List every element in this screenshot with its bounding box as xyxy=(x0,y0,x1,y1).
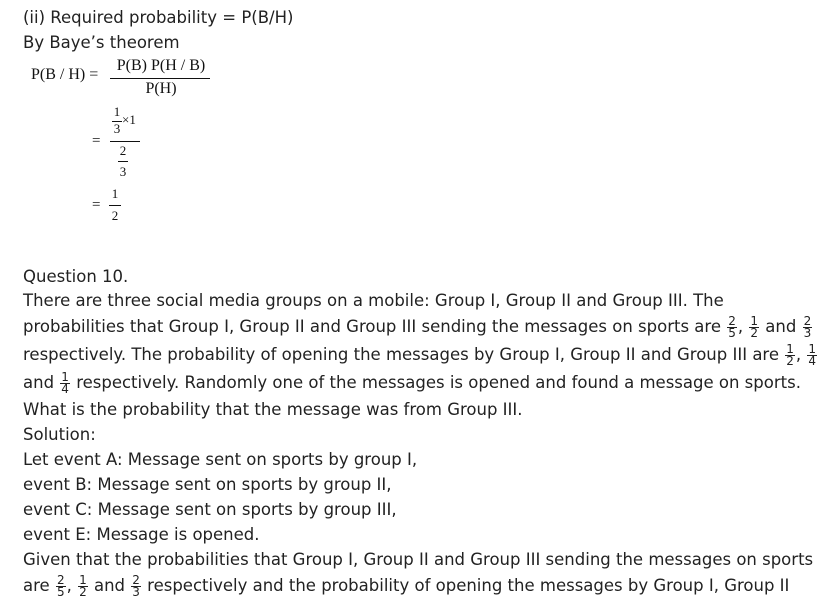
bottom-denominator: 3 xyxy=(119,164,127,179)
text-line: Given that the probabilities that Group I, Group II and Group III sending the messages on sports xyxy=(23,550,814,569)
text-line: are $\frac{2}{5}$ , $\frac{1}{2}$ and $\frac{2}{3}$ respectively and the probability of opening the messages by Group I, Group II xyxy=(23,573,790,599)
result-denominator: 2 xyxy=(111,208,119,223)
text-span: and xyxy=(23,373,55,392)
fraction xyxy=(56,575,66,598)
text-span: respectively. The probability of opening the messages by Group I, Group II and Group III are xyxy=(23,345,780,364)
fraction xyxy=(131,575,141,598)
equals-sign: = xyxy=(92,197,101,213)
denominator: 3 xyxy=(132,585,140,599)
denominator: 4 xyxy=(808,354,817,368)
text-line: What is the probability that the message was from Group III. xyxy=(23,400,523,419)
solution-heading: Solution: xyxy=(23,425,96,444)
inner-numerator: 1 xyxy=(113,104,121,119)
bottom-numerator: 2 xyxy=(119,143,127,158)
text-line: event B: Message sent on sports by group II, xyxy=(23,475,392,494)
numerator: 1 xyxy=(79,573,87,587)
fraction xyxy=(803,316,813,339)
numerator: 2 xyxy=(803,314,812,328)
denominator: 3 xyxy=(803,326,812,340)
text-span: respectively and the probability of opening the messages by Group I, Group II xyxy=(147,576,790,595)
numerator: 2 xyxy=(728,314,736,328)
text-line: (ii) Required probability = P(B/H) xyxy=(23,8,294,27)
formula-lhs: P(B / H) = xyxy=(31,66,99,83)
text-span: and xyxy=(93,576,126,595)
bottom-fraction-bar xyxy=(118,161,128,162)
text-line: probabilities that Group I, Group II and Group III sending the messages on sports are $\frac{2}{5}$ , $\frac{1}{2}$ and $\frac{2}{3}$ xyxy=(23,314,812,340)
fraction xyxy=(78,575,88,598)
text-line xyxy=(23,372,801,395)
question-heading: Question 10. xyxy=(23,267,129,286)
denominator: 4 xyxy=(61,382,69,396)
equals-sign: = xyxy=(92,133,101,149)
fraction xyxy=(807,344,817,367)
denominator: 2 xyxy=(786,354,794,368)
numerator: 1 xyxy=(786,342,794,356)
fraction xyxy=(60,372,70,395)
text-line: event E: Message is opened. xyxy=(23,525,260,544)
numerator: 2 xyxy=(132,573,140,587)
numerator: 1 xyxy=(750,314,759,328)
fraction xyxy=(785,344,795,367)
numerator: 1 xyxy=(808,342,817,356)
fraction xyxy=(749,316,759,339)
fraction xyxy=(727,316,737,339)
denominator: 5 xyxy=(728,326,736,340)
numerator: 2 xyxy=(56,573,65,587)
text-line: respectively. The probability of opening the messages by Group I, Group II and Group III are $\frac{1}{2}$ , $\frac{1}{4}$ xyxy=(23,342,817,368)
formula-denominator: P(H) xyxy=(145,80,177,97)
formula-numerator: P(B) P(H / B) xyxy=(116,57,206,74)
text-span: probabilities that Group I, Group II and Group III sending the messages on sports are xyxy=(23,317,721,336)
text-line: There are three social media groups on a mobile: Group I, Group II and Group III. The xyxy=(23,291,724,310)
fraction-bar xyxy=(110,78,210,79)
text-line: Let event A: Message sent on sports by group I, xyxy=(23,450,418,469)
times-one: ×1 xyxy=(122,112,136,127)
inner-denominator: 3 xyxy=(113,121,121,136)
result-numerator: 1 xyxy=(111,186,119,201)
text-span: and xyxy=(765,317,797,336)
denominator: 2 xyxy=(79,585,87,599)
text-span: respectively. Randomly one of the messages is opened and found a message on sports. xyxy=(76,373,801,392)
fraction-bar xyxy=(109,205,121,206)
denominator: 2 xyxy=(750,326,759,340)
denominator: 5 xyxy=(56,585,65,599)
text-line: By Baye’s theorem xyxy=(23,33,180,52)
text-line: event C: Message sent on sports by group III, xyxy=(23,500,397,519)
fraction-bar xyxy=(110,141,140,142)
text-span: are xyxy=(23,576,50,595)
numerator: 1 xyxy=(61,370,69,384)
